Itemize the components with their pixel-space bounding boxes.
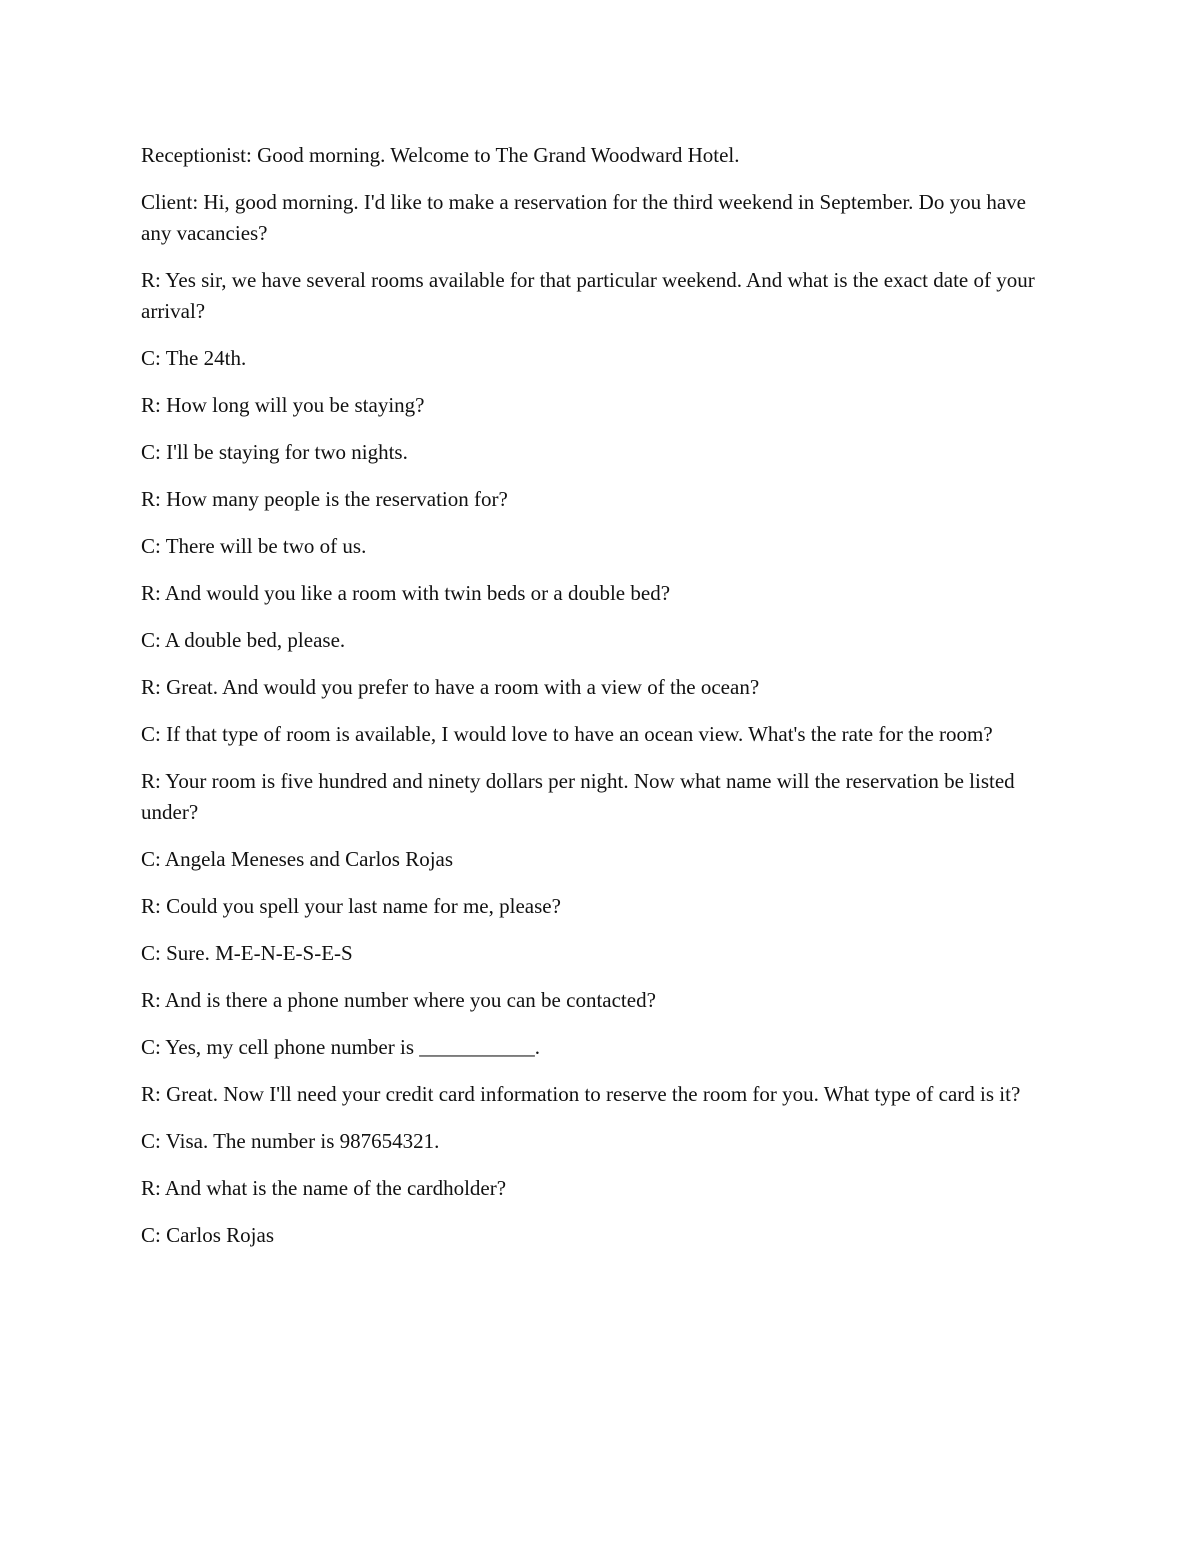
dialogue-line-bed-question: R: And would you like a room with twin beds or a double bed? <box>141 581 671 605</box>
dialogue-line-stay-length-question: R: How long will you be staying? <box>141 393 425 417</box>
dialogue-line-view-question: R: Great. And would you prefer to have a room with a view of the ocean? <box>141 675 760 699</box>
dialogue-line-client-request: Client: Hi, good morning. I'd like to make a reservation for the third weekend in September. Do you have any vacancies? <box>141 190 1026 245</box>
dialogue-line-guests-answer: C: There will be two of us. <box>141 534 367 558</box>
dialogue-line-phone-question: R: And is there a phone number where you can be contacted? <box>141 988 656 1012</box>
dialogue-line-view-answer: C: If that type of room is available, I would love to have an ocean view. What's the rate for the room? <box>141 722 993 746</box>
dialogue-line-rate-and-name: R: Your room is five hundred and ninety dollars per night. Now what name will the reservation be listed under? <box>141 769 1015 824</box>
dialogue-line-arrival-date: C: The 24th. <box>141 346 247 370</box>
dialogue-line-guest-names: C: Angela Meneses and Carlos Rojas <box>141 847 454 871</box>
dialogue-line-receptionist-greeting: Receptionist: Good morning. Welcome to The Grand Woodward Hotel. <box>141 143 740 167</box>
dialogue-line-spell-question: R: Could you spell your last name for me, please? <box>141 894 561 918</box>
dialogue-line-spelling: C: Sure. M-E-N-E-S-E-S <box>141 941 353 965</box>
dialogue-line-phone-answer: C: Yes, my cell phone number is ___________. <box>141 1035 540 1059</box>
dialogue-line-card-question: R: Great. Now I'll need your credit card information to reserve the room for you. What type of card is it? <box>141 1082 1021 1106</box>
dialogue-line-availability: R: Yes sir, we have several rooms available for that particular weekend. And what is the exact date of your arrival? <box>141 268 1035 323</box>
dialogue-line-bed-answer: C: A double bed, please. <box>141 628 346 652</box>
dialogue-line-card-answer: C: Visa. The number is 987654321. <box>141 1129 440 1153</box>
dialogue-line-cardholder-answer: C: Carlos Rojas <box>141 1223 275 1247</box>
dialogue-line-stay-length-answer: C: I'll be staying for two nights. <box>141 440 408 464</box>
dialogue-line-cardholder-question: R: And what is the name of the cardholder? <box>141 1176 507 1200</box>
dialogue-transcript <box>141 140 1061 1267</box>
dialogue-line-guests-question: R: How many people is the reservation for? <box>141 487 508 511</box>
